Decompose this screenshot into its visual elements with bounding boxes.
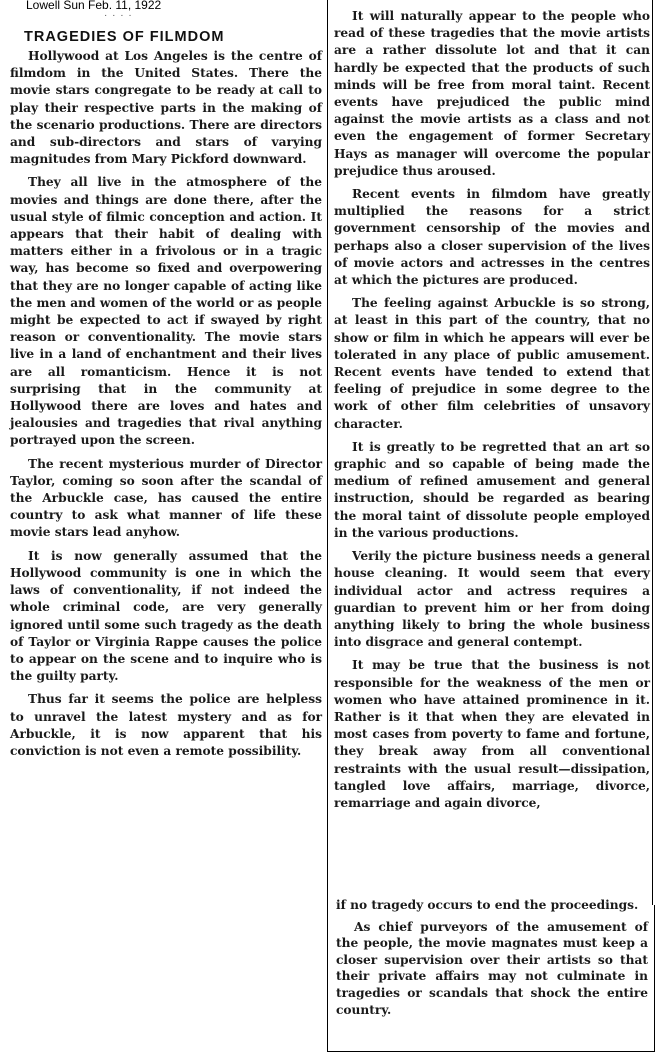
paragraph: Verily the picture business needs a general house cleaning. It would seem that every individual actor and actress requires a guardian to prevent him or her from doing anything likely to bring the whole business into disgrace and general contempt. bbox=[334, 549, 650, 650]
left-column bbox=[10, 48, 322, 766]
paragraph: The feeling against Arbuckle is so strong, at least in this part of the country, that no show or film in which he appears will ever be tolerated in any place of public amusement. Recent events have tended to extend that feeling of prejudice in some degree to the work of other film celebrities of unsavory character. bbox=[334, 296, 650, 431]
paragraph: The recent mysterious murder of Director Taylor, coming so soon after the scandal of the Arbuckle case, has caused the entire country to ask what manner of life these movie stars lead anyhow. bbox=[10, 456, 322, 540]
column-divider bbox=[327, 0, 328, 905]
paragraph: It may be true that the business is not responsible for the weakness of the men or women who have attained prominence in it. Rather is it that when they are elevated in most cases from poverty to fame and fortune, they break away from all conventional restraints with the usual result—dissipation, tangled love affairs, marriage, divorce, remarriage and again divorce, bbox=[334, 658, 650, 810]
right-border bbox=[652, 0, 653, 905]
paragraph: if no tragedy occurs to end the proceedings. bbox=[336, 898, 639, 912]
paragraph: It will naturally appear to the people who read of these tragedies that the movie artists are a rather dissolute lot and that it can hardly be expected that the products of such minds will be free from moral taint. Recent events have prejudiced the public mind against the movie artists as a class and not even the engagement of former Secretary Hays as manager will overcome the popular prejudice thus aroused. bbox=[334, 9, 650, 178]
paragraph: It is now generally assumed that the Hollywood community is one in which the laws of conventionality, if not indeed the whole criminal code, are very generally ignored until some such tragedy as the death of Taylor or Virginia Rappe causes the police to appear on the scene and to inquire who is the guilty party. bbox=[10, 548, 322, 684]
continuation-text bbox=[336, 897, 648, 1023]
article-title: TRAGEDIES OF FILMDOM bbox=[24, 29, 225, 45]
paragraph: As chief purveyors of the amusement of the people, the movie magnates must keep a closer supervision over their artists so that their private affairs may not culminate in tragedies or scandals that shock the entire country. bbox=[336, 919, 648, 1017]
paragraph: It is greatly to be regretted that an art so graphic and so capable of being made the medium of refined amusement and general instruction, should be regarded as bearing the moral taint of dissolute people employed in the various productions. bbox=[334, 439, 650, 540]
paragraph: They all live in the atmosphere of the movies and things are done there, after the usual style of filmic conception and action. It appears that their habit of dealing with matters either in a frivolous or in a tragic way, has become so fixed and overpowering that they are no longer capable of acting like the men and women of the world or as people might be expected to act if swayed by right reason or conventionality. The movie stars live in a land of enchantment and their lives are all romanticism. Hence it is not surprising that in the community at Hollywood there are loves and hates and jealousies and tragedies that rival anything portrayed upon the screen. bbox=[10, 175, 322, 448]
right-column bbox=[334, 8, 650, 818]
paragraph: Recent events in filmdom have greatly multiplied the reasons for a strict government censorship of the movies and perhaps also a closer supervision of the lives of movie actors and actresses in the centres at which the pictures are produced. bbox=[334, 187, 650, 288]
newspaper-source-date: Lowell Sun Feb. 11, 1922 bbox=[26, 0, 162, 12]
header-ornament: · · · · bbox=[104, 10, 133, 21]
paragraph: Thus far it seems the police are helpless to unravel the latest mystery and as for Arbuckle, it is now apparent that his conviction is not even a remote possibility. bbox=[10, 692, 322, 758]
paragraph: Hollywood at Los Angeles is the centre of filmdom in the United States. There the movie stars congregate to be ready at call to play their respective parts in the making of the scenario productions. There are directors and sub-directors and stars of varying magnitudes from Mary Pickford downward. bbox=[10, 49, 322, 167]
